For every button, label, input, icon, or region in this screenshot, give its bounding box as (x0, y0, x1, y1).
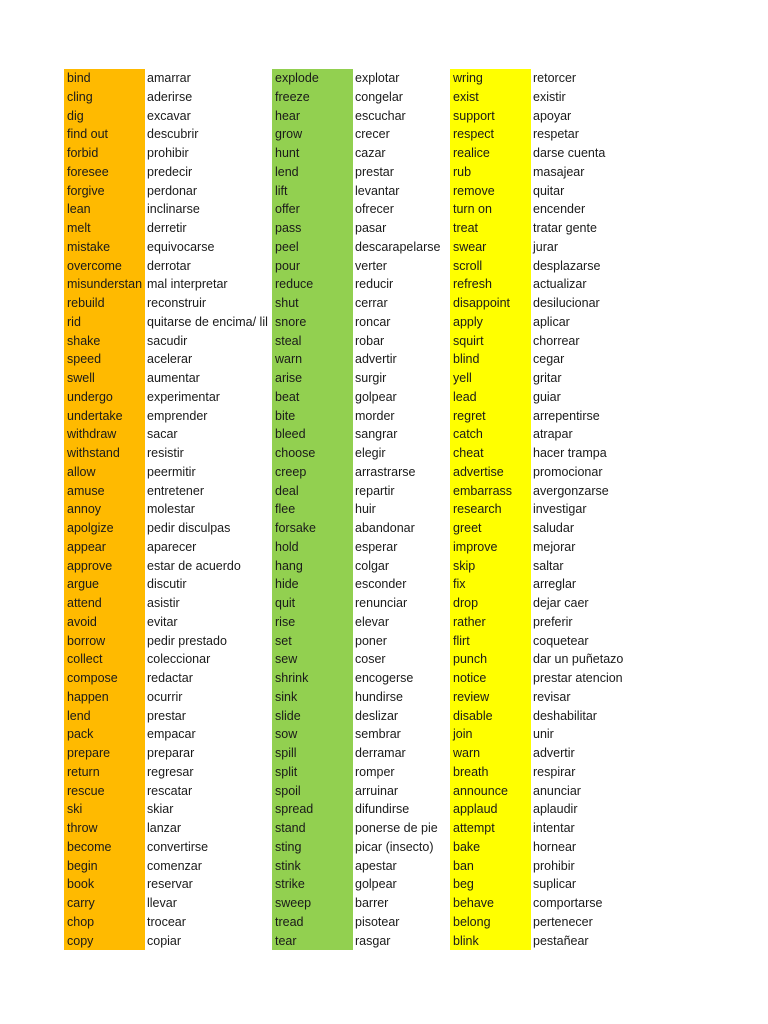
english-verb-cell: exist (453, 89, 479, 104)
english-verb-cell: stink (275, 858, 301, 873)
spanish-translation-cell: romper (355, 764, 395, 779)
english-verb-cell: return (67, 764, 100, 779)
english-verb-cell: swear (453, 239, 487, 254)
spanish-translation-cell: derrotar (147, 258, 191, 273)
spanish-translation-cell: repartir (355, 483, 395, 498)
spanish-translation-cell: investigar (533, 502, 587, 517)
english-verb-cell: pass (275, 221, 302, 235)
spanish-translation-cell: renunciar (355, 596, 408, 610)
english-verb-cell: book (67, 877, 95, 892)
english-verb-cell: rub (453, 164, 472, 179)
spanish-translation-cell: quitarse de encima/ lil (147, 314, 268, 329)
english-verb-cell: arise (275, 371, 303, 385)
spanish-translation-cell: derramar (355, 746, 406, 760)
spanish-translation-cell: equivocarse (147, 239, 215, 254)
spanish-translation-cell: hacer trampa (533, 446, 607, 460)
spanish-translation-cell: arrastrarse (355, 464, 416, 479)
spanish-translation-cell: saltar (533, 558, 564, 573)
english-verb-cell: melt (67, 221, 91, 235)
spanish-translation-cell: prestar (147, 708, 186, 723)
english-verb-cell: announce (453, 783, 508, 798)
english-verb-cell: borrow (67, 633, 106, 648)
english-verb-cell: slide (275, 708, 301, 723)
english-verb-cell: drop (453, 596, 479, 610)
spanish-translation-cell: entretener (147, 483, 204, 498)
english-verb-cell: respect (453, 127, 494, 142)
english-verb-cell: shrink (275, 671, 309, 685)
spanish-translation-cell: discutir (147, 577, 187, 592)
english-verb-cell: bleed (275, 427, 306, 442)
english-verb-cell: squirt (453, 333, 484, 348)
spanish-translation-cell: hundirse (355, 689, 403, 704)
english-verb-cell: quit (275, 596, 296, 610)
spanish-translation-cell: pedir prestado (147, 633, 227, 648)
spanish-translation-cell: ponerse de pie (355, 821, 438, 835)
english-verb-cell: attempt (453, 821, 495, 835)
english-verb-cell: misunderstan (67, 277, 143, 292)
english-verb-cell: research (453, 502, 502, 517)
english-verb-cell: offer (275, 202, 300, 217)
spanish-translation-cell: poner (355, 633, 387, 648)
spanish-translation-cell: rasgar (355, 933, 391, 948)
english-verb-cell: carry (67, 896, 95, 910)
english-verb-cell: regret (453, 408, 486, 423)
english-verb-cell: advertise (453, 464, 504, 479)
english-verb-cell: notice (453, 671, 487, 685)
english-verb-cell: greet (453, 521, 482, 535)
english-verb-cell: sew (275, 652, 298, 667)
spanish-translation-cell: trocear (147, 914, 186, 929)
english-verb-cell: snore (275, 314, 307, 329)
english-verb-cell: behave (453, 896, 495, 910)
english-verb-cell: chop (67, 914, 95, 929)
spanish-translation-cell: sangrar (355, 427, 398, 442)
spanish-translation-cell: pertenecer (533, 914, 593, 929)
spanish-translation-cell: verter (355, 258, 387, 273)
spanish-translation-cell: arrepentirse (533, 408, 600, 423)
spanish-translation-cell: comportarse (533, 896, 603, 910)
spanish-translation-cell: golpear (355, 877, 397, 892)
spanish-translation-cell: retorcer (533, 71, 577, 85)
spanish-translation-cell: unir (533, 727, 554, 742)
spanish-translation-cell: quitar (533, 183, 565, 198)
english-verb-cell: split (275, 764, 298, 779)
english-verb-cell: warn (453, 746, 481, 760)
spanish-translation-cell: apestar (355, 858, 397, 873)
spanish-translation-cell: coquetear (533, 633, 589, 648)
english-verb-cell: wring (453, 71, 483, 85)
english-verb-cell: hang (275, 558, 303, 573)
english-verb-cell: freeze (275, 89, 310, 104)
spanish-translation-cell: prohibir (533, 858, 575, 873)
english-verb-cell: grow (275, 127, 303, 142)
spanish-translation-cell: morder (355, 408, 395, 423)
spanish-translation-cell: sacudir (147, 333, 188, 348)
spanish-translation-cell: preferir (533, 614, 573, 629)
spanish-translation-cell: aumentar (147, 371, 200, 385)
spanish-translation-cell: desilucionar (533, 296, 600, 310)
english-verb-cell: lend (67, 708, 91, 723)
spanish-column (531, 69, 651, 950)
english-verb-cell: steal (275, 333, 302, 348)
spanish-translation-cell: llevar (147, 896, 177, 910)
english-verb-cell: undergo (67, 389, 113, 404)
english-verb-cell: throw (67, 821, 98, 835)
english-verb-cell: ski (67, 802, 83, 817)
english-verb-cell: tear (275, 933, 297, 948)
spanish-translation-cell: robar (355, 333, 385, 348)
spanish-translation-cell: existir (533, 89, 566, 104)
english-verb-cell: lend (275, 164, 299, 179)
spanish-translation-cell: esperar (355, 539, 398, 554)
spanish-translation-cell: barrer (355, 896, 389, 910)
spanish-translation-cell: masajear (533, 164, 585, 179)
english-verb-cell: explode (275, 71, 319, 85)
spanish-translation-cell: advertir (355, 352, 397, 367)
spanish-translation-cell: comenzar (147, 858, 202, 873)
spanish-translation-cell: reconstruir (147, 296, 207, 310)
english-verb-cell: flee (275, 502, 296, 517)
english-verb-cell: review (453, 689, 490, 704)
spanish-translation-cell: surgir (355, 371, 387, 385)
spanish-translation-cell: aderirse (147, 89, 193, 104)
spanish-translation-cell: huir (355, 502, 376, 517)
english-verb-cell: become (67, 839, 112, 854)
spanish-translation-cell: congelar (355, 89, 403, 104)
spanish-translation-cell: apoyar (533, 108, 572, 123)
spanish-translation-cell: avergonzarse (533, 483, 609, 498)
english-verb-cell: punch (453, 652, 488, 667)
spanish-translation-cell: aplicar (533, 314, 570, 329)
english-verb-cell: flirt (453, 633, 470, 648)
english-verb-cell: bake (453, 839, 481, 854)
english-verb-cell: compose (67, 671, 118, 685)
english-verb-cell: disable (453, 708, 493, 723)
spanish-translation-cell: pisotear (355, 914, 400, 929)
spanish-translation-cell: guiar (533, 389, 561, 404)
english-verb-cell: applaud (453, 802, 498, 817)
english-verb-cell: apply (453, 314, 483, 329)
spanish-translation-cell: darse cuenta (533, 146, 606, 160)
english-verb-cell: reduce (275, 277, 314, 292)
spanish-translation-cell: sembrar (355, 727, 401, 742)
english-verb-cell: turn on (453, 202, 492, 217)
english-verb-cell: yell (453, 371, 472, 385)
spanish-translation-cell: aparecer (147, 539, 197, 554)
spanish-translation-cell: chorrear (533, 333, 580, 348)
spanish-translation-cell: arruinar (355, 783, 399, 798)
english-verb-cell: rise (275, 614, 296, 629)
english-verb-cell: foresee (67, 164, 109, 179)
english-verb-cell: scroll (453, 258, 483, 273)
english-verb-cell: join (453, 727, 473, 742)
english-verb-cell: strike (275, 877, 305, 892)
spanish-translation-cell: inclinarse (147, 202, 200, 217)
spanish-translation-cell: lanzar (147, 821, 182, 835)
spanish-translation-cell: excavar (147, 108, 191, 123)
spanish-translation-cell: deshabilitar (533, 708, 597, 723)
english-verb-cell: hold (275, 539, 299, 554)
spanish-translation-cell: prohibir (147, 146, 189, 160)
english-verb-cell: avoid (67, 614, 97, 629)
english-verb-cell: cling (67, 89, 93, 104)
english-verb-cell: find out (67, 127, 109, 142)
spanish-translation-cell: peermitir (147, 464, 196, 479)
spanish-translation-cell: convertirse (147, 839, 209, 854)
english-verb-cell: sweep (275, 896, 312, 910)
spanish-translation-cell: tratar gente (533, 221, 597, 235)
english-verb-cell: speed (67, 352, 102, 367)
english-verb-cell: rescue (67, 783, 105, 798)
english-verb-cell: remove (453, 183, 495, 198)
spanish-translation-cell: encender (533, 202, 586, 217)
english-column (450, 69, 531, 950)
spanish-translation-cell: cerrar (355, 296, 388, 310)
spanish-translation-cell: preparar (147, 746, 195, 760)
english-verb-cell: ban (453, 858, 474, 873)
english-verb-cell: forgive (67, 183, 105, 198)
english-verb-cell: swell (67, 371, 95, 385)
spanish-translation-cell: redactar (147, 671, 193, 685)
english-verb-cell: happen (67, 689, 109, 704)
spanish-translation-cell: elevar (355, 614, 390, 629)
english-verb-cell: withstand (67, 446, 120, 460)
english-verb-cell: deal (275, 483, 299, 498)
spanish-translation-cell: intentar (533, 821, 575, 835)
spanish-translation-cell: aplaudir (533, 802, 578, 817)
spanish-translation-cell: gritar (533, 371, 562, 385)
spanish-translation-cell: desplazarse (533, 258, 601, 273)
english-verb-cell: appear (67, 539, 106, 554)
spanish-translation-cell: pedir disculpas (147, 521, 231, 535)
english-verb-cell: spill (275, 746, 297, 760)
spanish-translation-cell: estar de acuerdo (147, 558, 241, 573)
spanish-translation-cell: dejar caer (533, 596, 589, 610)
spanish-translation-cell: descarapelarse (355, 239, 441, 254)
spanish-translation-cell: escuchar (355, 108, 406, 123)
english-verb-cell: rebuild (67, 296, 105, 310)
spanish-translation-cell: golpear (355, 389, 397, 404)
english-verb-cell: tread (275, 914, 304, 929)
spanish-translation-cell: predecir (147, 164, 193, 179)
english-verb-cell: mistake (67, 239, 111, 254)
english-verb-cell: begin (67, 858, 98, 873)
english-verb-cell: disappoint (453, 296, 510, 310)
english-verb-cell: hide (275, 577, 299, 592)
spanish-translation-cell: abandonar (355, 521, 415, 535)
english-verb-cell: belong (453, 914, 491, 929)
spanish-translation-cell: dar un puñetazo (533, 652, 624, 667)
english-verb-cell: allow (67, 464, 96, 479)
english-verb-cell: shake (67, 333, 101, 348)
spanish-translation-cell: prestar (355, 164, 394, 179)
spanish-translation-cell: derretir (147, 221, 187, 235)
english-column (272, 69, 353, 950)
english-verb-cell: beat (275, 389, 300, 404)
spanish-translation-cell: encogerse (355, 671, 414, 685)
english-verb-cell: collect (67, 652, 103, 667)
english-verb-cell: forsake (275, 521, 316, 535)
english-verb-cell: beg (453, 877, 474, 892)
english-verb-cell: amuse (67, 483, 105, 498)
english-verb-cell: warn (275, 352, 303, 367)
spanish-translation-cell: reducir (355, 277, 394, 292)
spanish-translation-cell: saludar (533, 521, 574, 535)
spanish-translation-cell: crecer (355, 127, 390, 142)
spanish-translation-cell: pasar (355, 221, 387, 235)
english-verb-cell: choose (275, 446, 316, 460)
english-verb-cell: sink (275, 689, 298, 704)
english-verb-cell: realice (453, 146, 490, 160)
spanish-translation-cell: ofrecer (355, 202, 394, 217)
spanish-translation-cell: picar (insecto) (355, 839, 434, 854)
english-verb-cell: forbid (67, 146, 99, 160)
spanish-translation-cell: arreglar (533, 577, 577, 592)
spanish-column (353, 69, 451, 950)
english-verb-cell: support (453, 108, 495, 123)
english-verb-cell: argue (67, 577, 99, 592)
english-verb-cell: set (275, 633, 292, 648)
spanish-translation-cell: amarrar (147, 71, 191, 85)
english-verb-cell: dig (67, 108, 84, 123)
english-verb-cell: approve (67, 558, 113, 573)
spanish-translation-cell: copiar (147, 933, 182, 948)
english-verb-cell: lean (67, 202, 91, 217)
spanish-translation-cell: atrapar (533, 427, 573, 442)
english-verb-cell: refresh (453, 277, 492, 292)
spanish-translation-cell: elegir (355, 446, 386, 460)
spanish-translation-cell: actualizar (533, 277, 587, 292)
spanish-translation-cell: deslizar (355, 708, 399, 723)
english-verb-cell: breath (453, 764, 489, 779)
english-verb-cell: peel (275, 239, 299, 254)
english-verb-cell: bind (67, 71, 91, 85)
english-verb-cell: attend (67, 596, 102, 610)
spanish-translation-cell: ocurrir (147, 689, 183, 704)
spanish-translation-cell: respirar (533, 764, 576, 779)
english-verb-cell: improve (453, 539, 498, 554)
english-verb-cell: blind (453, 352, 480, 367)
english-verb-cell: cheat (453, 446, 484, 460)
spanish-translation-cell: molestar (147, 502, 195, 517)
english-verb-cell: sting (275, 839, 302, 854)
spanish-column (145, 69, 273, 950)
english-verb-cell: prepare (67, 746, 111, 760)
spanish-translation-cell: advertir (533, 746, 575, 760)
spanish-translation-cell: roncar (355, 314, 391, 329)
spanish-translation-cell: regresar (147, 764, 194, 779)
spanish-translation-cell: acelerar (147, 352, 193, 367)
english-verb-cell: withdraw (67, 427, 117, 442)
spanish-translation-cell: mejorar (533, 539, 576, 554)
english-verb-cell: skip (453, 558, 476, 573)
spanish-translation-cell: hornear (533, 839, 577, 854)
english-verb-cell: blink (453, 933, 479, 948)
spanish-translation-cell: suplicar (533, 877, 577, 892)
english-verb-cell: catch (453, 427, 483, 442)
spanish-translation-cell: mal interpretar (147, 277, 228, 292)
spanish-translation-cell: asistir (147, 596, 180, 610)
spanish-translation-cell: difundirse (355, 802, 410, 817)
english-verb-cell: rather (453, 614, 486, 629)
spanish-translation-cell: colgar (355, 558, 390, 573)
spanish-translation-cell: prestar atencion (533, 671, 623, 685)
spanish-translation-cell: coser (355, 652, 386, 667)
spanish-translation-cell: revisar (533, 689, 571, 704)
english-verb-cell: bite (275, 408, 296, 423)
english-verb-cell: copy (67, 933, 94, 948)
english-verb-cell: stand (275, 821, 306, 835)
english-verb-cell: embarrass (453, 483, 513, 498)
spanish-translation-cell: explotar (355, 71, 400, 85)
spanish-translation-cell: jurar (533, 239, 559, 254)
spanish-translation-cell: respetar (533, 127, 579, 142)
english-verb-cell: pack (67, 727, 94, 742)
spanish-translation-cell: sacar (147, 427, 178, 442)
english-verb-cell: annoy (67, 502, 102, 517)
spanish-translation-cell: coleccionar (147, 652, 211, 667)
spanish-translation-cell: esconder (355, 577, 407, 592)
spanish-translation-cell: anunciar (533, 783, 581, 798)
english-verb-cell: apolgize (67, 521, 114, 535)
spanish-translation-cell: resistir (147, 446, 184, 460)
spanish-translation-cell: emprender (147, 408, 208, 423)
english-verb-cell: spread (275, 802, 314, 817)
english-verb-cell: shut (275, 296, 299, 310)
spanish-translation-cell: promocionar (533, 464, 603, 479)
english-verb-cell: pour (275, 258, 301, 273)
english-verb-cell: hunt (275, 146, 300, 160)
english-verb-cell: fix (453, 577, 466, 592)
english-verb-cell: creep (275, 464, 307, 479)
english-verb-cell: hear (275, 108, 301, 123)
spanish-translation-cell: descubrir (147, 127, 199, 142)
spanish-translation-cell: pestañear (533, 933, 589, 948)
english-verb-cell: lift (275, 183, 288, 198)
english-verb-cell: lead (453, 389, 477, 404)
spanish-translation-cell: cazar (355, 146, 386, 160)
english-verb-cell: spoil (275, 783, 301, 798)
spanish-translation-cell: rescatar (147, 783, 193, 798)
english-verb-cell: treat (453, 221, 479, 235)
spanish-translation-cell: perdonar (147, 183, 198, 198)
spanish-translation-cell: empacar (147, 727, 196, 742)
spanish-translation-cell: skiar (147, 802, 174, 817)
spanish-translation-cell: experimentar (147, 389, 220, 404)
english-column (64, 69, 145, 950)
spanish-translation-cell: reservar (147, 877, 193, 892)
spanish-translation-cell: cegar (533, 352, 565, 367)
english-verb-cell: overcome (67, 258, 122, 273)
english-verb-cell: undertake (67, 408, 123, 423)
english-verb-cell: sow (275, 727, 298, 742)
spanish-translation-cell: levantar (355, 183, 400, 198)
spanish-translation-cell: evitar (147, 614, 178, 629)
english-verb-cell: rid (67, 314, 81, 329)
